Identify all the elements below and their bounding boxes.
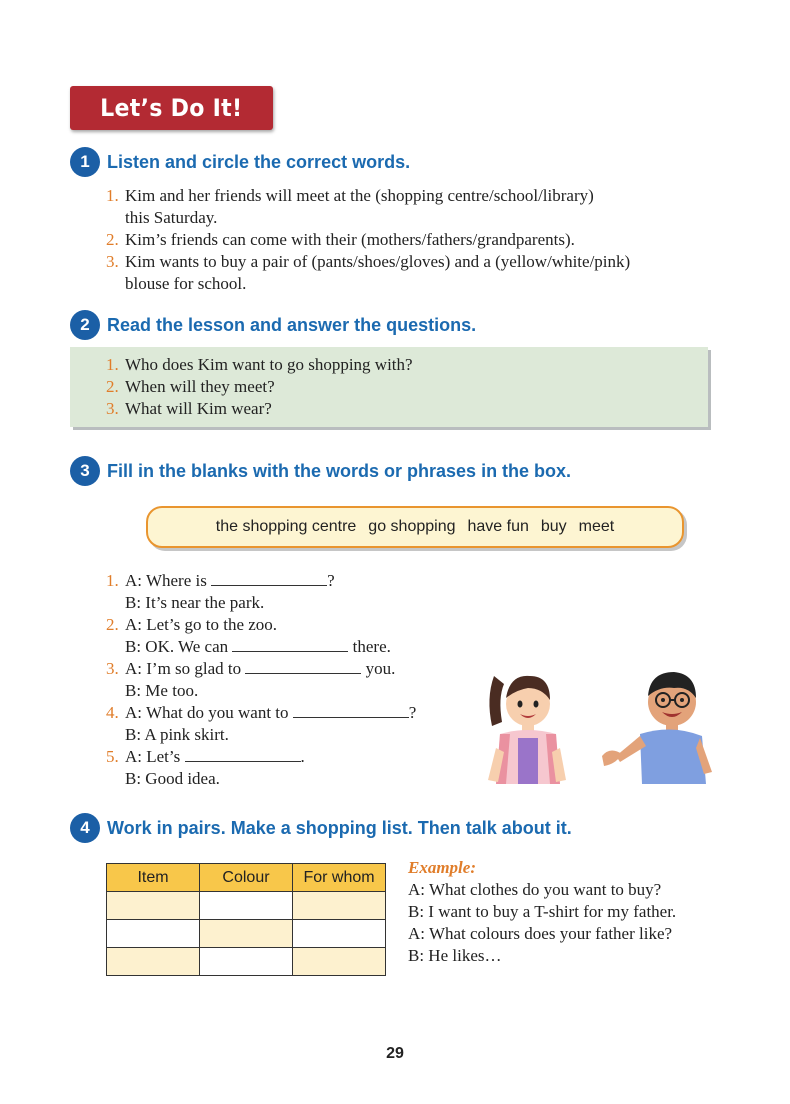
list-item: [106, 185, 630, 229]
line-text: you.: [365, 659, 396, 678]
item-number: 3.: [106, 399, 119, 418]
list-item: [106, 376, 413, 398]
table-row: [107, 920, 386, 948]
table-cell[interactable]: [200, 892, 293, 920]
list-item: [106, 251, 630, 295]
table-cell[interactable]: [107, 920, 200, 948]
dialogue-item: [106, 702, 416, 724]
item-text: Kim and her friends will meet at the (shopping centre/school/library): [125, 186, 594, 205]
section-2-title: Read the lesson and answer the questions.: [107, 314, 477, 335]
section-2-heading: [70, 310, 476, 340]
table-cell[interactable]: [200, 948, 293, 976]
item-number: 3.: [106, 659, 119, 678]
blank-field[interactable]: [185, 746, 301, 762]
word-option: have fun: [467, 518, 529, 535]
example-line: A: What colours does your father like?: [408, 924, 673, 943]
word-option: go shopping: [368, 518, 456, 535]
example-line: A: What clothes do you want to buy?: [408, 880, 662, 899]
column-header-colour: Colour: [200, 864, 293, 892]
section-4-title: Work in pairs. Make a shopping list. Then talk about it.: [107, 817, 572, 838]
line-container: [106, 636, 416, 658]
list-item: [106, 398, 413, 420]
line-text: A: Let’s go to the zoo.: [125, 615, 278, 634]
line-text: B: Good idea.: [125, 769, 220, 788]
item-number: 1.: [106, 571, 119, 590]
line-text: A: I’m so glad to: [125, 659, 242, 678]
item-number: 1.: [106, 186, 119, 205]
table-cell[interactable]: [200, 920, 293, 948]
item-number: 2.: [106, 377, 119, 396]
example-label: Example:: [408, 858, 476, 877]
list-item: [106, 229, 630, 251]
line-text: B: OK. We can: [125, 637, 229, 656]
table-row: [107, 892, 386, 920]
girl-illustration: [484, 668, 568, 788]
line-text: A: What do you want to: [125, 703, 289, 722]
dialogue-item: [106, 746, 416, 768]
dialogue-item: [106, 614, 416, 636]
section-1-title: Listen and circle the correct words.: [107, 151, 411, 172]
item-text: Kim’s friends can come with their (mothers/fathers/grandparents).: [125, 230, 575, 249]
section-1-number: 1: [70, 147, 100, 177]
word-option: meet: [578, 518, 615, 535]
section-4-number: 4: [70, 813, 100, 843]
lets-do-it-banner: [70, 86, 273, 130]
example-dialogue: [408, 857, 676, 967]
item-text: Who does Kim want to go shopping with?: [125, 355, 413, 374]
shopping-list-table: [106, 863, 386, 976]
table-cell[interactable]: [107, 948, 200, 976]
item-text: Kim wants to buy a pair of (pants/shoes/gloves) and a (yellow/white/pink): [125, 252, 631, 271]
item-text: blouse for school.: [125, 274, 247, 293]
item-number: 3.: [106, 252, 119, 271]
section-3-heading: [70, 456, 571, 486]
table-row: [107, 948, 386, 976]
section-2-list: [106, 354, 413, 420]
item-number: 5.: [106, 747, 119, 766]
section-3-title: Fill in the blanks with the words or phrases in the box.: [107, 460, 572, 481]
line-text: ?: [408, 703, 417, 722]
column-header-item: Item: [107, 864, 200, 892]
line-text: A: Let’s: [125, 747, 181, 766]
table-cell[interactable]: [293, 948, 386, 976]
blank-field[interactable]: [293, 702, 409, 718]
line-text: B: It’s near the park.: [125, 593, 265, 612]
section-1-list: [106, 185, 630, 295]
section-2-number: 2: [70, 310, 100, 340]
item-number: 2.: [106, 615, 119, 634]
list-item: [106, 354, 413, 376]
column-header-for-whom: For whom: [293, 864, 386, 892]
line-text: B: Me too.: [125, 681, 199, 700]
table-cell[interactable]: [293, 892, 386, 920]
section-1-heading: [70, 147, 410, 177]
item-text: What will Kim wear?: [125, 399, 272, 418]
word-option: the shopping centre: [215, 518, 357, 535]
example-line: B: I want to buy a T-shirt for my father.: [408, 902, 677, 921]
line-text: .: [300, 747, 305, 766]
blank-field[interactable]: [232, 636, 348, 652]
example-line: B: He likes…: [408, 946, 502, 965]
word-option: buy: [540, 518, 567, 535]
table-cell[interactable]: [293, 920, 386, 948]
page-number: 29: [386, 1045, 404, 1062]
table-cell[interactable]: [107, 892, 200, 920]
dialogue-item: [106, 570, 416, 592]
word-box: [146, 506, 684, 548]
table-header-row: [107, 864, 386, 892]
line-text: ?: [327, 571, 335, 590]
line-text: B: A pink skirt.: [125, 725, 229, 744]
blank-field[interactable]: [211, 570, 327, 586]
item-number: 4.: [106, 703, 119, 722]
item-text: this Saturday.: [125, 208, 218, 227]
section-4-heading: [70, 813, 572, 843]
boy-illustration: [596, 664, 714, 786]
item-number: 2.: [106, 230, 119, 249]
section-3-number: 3: [70, 456, 100, 486]
line-text: A: Where is: [125, 571, 207, 590]
item-text: When will they meet?: [125, 377, 275, 396]
section-3-dialogues: [106, 570, 416, 790]
banner-title: Let’s Do It!: [100, 94, 243, 122]
item-number: 1.: [106, 355, 119, 374]
dialogue-item: [106, 658, 416, 680]
line-text: there.: [352, 637, 391, 656]
blank-field[interactable]: [245, 658, 361, 674]
